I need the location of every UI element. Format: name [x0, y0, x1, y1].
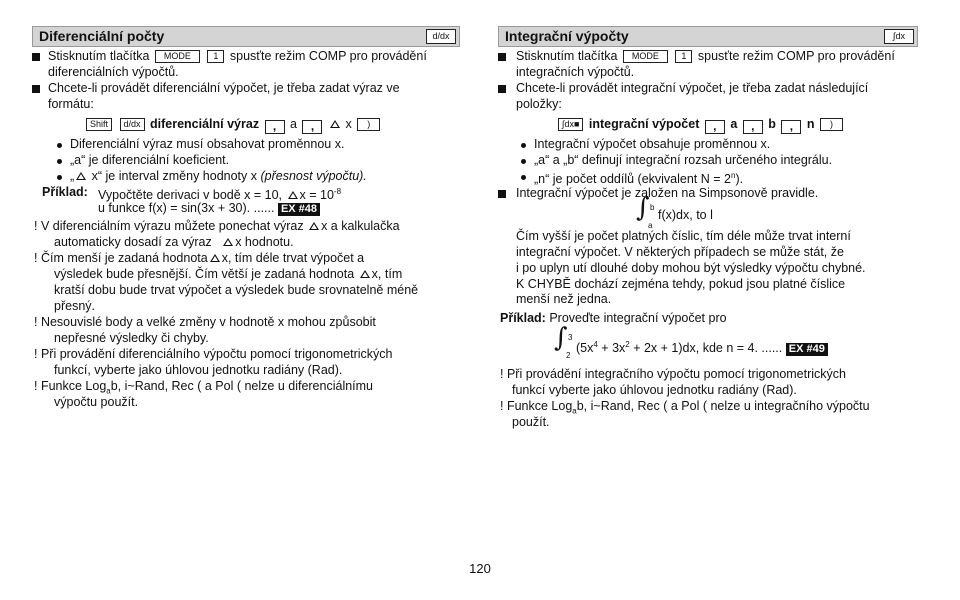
bullet-text [516, 48, 895, 64]
text: funkcí vyberte jako úhlovou jednotku radiány (Rad). [512, 383, 797, 397]
text: ! V diferenciálním výrazu můžete ponechat výraz [34, 219, 304, 233]
bullet-dot [57, 159, 62, 164]
delta-icon [210, 254, 220, 262]
text: -8 [333, 187, 342, 196]
comma-key: , [705, 120, 725, 134]
text: b, i~Rand, Rec ( a Pol ( nelze u diferenciálnímu [110, 379, 374, 393]
text: výpočtu použít. [54, 395, 139, 409]
text: 4 [593, 340, 598, 349]
integral-symbol: ∫ [636, 193, 650, 223]
example-tag: EX #49 [786, 343, 828, 356]
close-paren-key: ) [820, 118, 843, 131]
text: a [290, 117, 297, 131]
text: položky: [516, 97, 562, 111]
text: nepřesné výsledky či chyby. [54, 331, 209, 345]
example-label: Příklad: [42, 185, 88, 199]
text: x a kalkulačka [321, 219, 400, 233]
text: K CHYBĚ dochází zejména tehdy, pokud jsou platné číslice [516, 277, 846, 291]
text: ! Při provádění diferenciálního výpočtu pomocí trigonometrických [34, 347, 393, 361]
text: „a“ a „b“ definují integrační rozsah určeného integrálu. [534, 153, 833, 167]
delta-icon [309, 222, 319, 230]
comma-key: , [265, 120, 285, 134]
text: a [572, 406, 577, 416]
text: ! Nesouvislé body a velké změny v hodnotě x mohou způsobit [34, 315, 376, 329]
text: 2 [566, 351, 571, 360]
bullet-square [498, 190, 506, 198]
mode-key: MODE [623, 50, 668, 63]
bullet-text [48, 48, 427, 64]
text: b [650, 203, 655, 212]
integral-icon: ∫dx [884, 29, 914, 44]
example-formula [554, 323, 884, 360]
one-key: 1 [675, 50, 692, 63]
example-tag: EX #48 [278, 203, 320, 216]
bullet-dot [521, 175, 526, 180]
text: x hodnotu. [235, 235, 294, 249]
integral-key: ∫dx■ [558, 118, 583, 131]
shift-key: Shift [86, 118, 112, 131]
ddx-key: d/dx [120, 118, 145, 131]
text: Vypočtěte derivaci v bodě x = 10, [98, 188, 283, 203]
text: x = 10 [299, 188, 334, 203]
format-label: diferenciální výraz [150, 117, 260, 131]
input-format-line [84, 116, 382, 134]
text: spusťte režim COMP pro provádění [229, 49, 427, 63]
section-title: Integrační výpočty [505, 28, 629, 44]
bullet-dot [521, 159, 526, 164]
bullet-square [32, 53, 40, 61]
text: a [648, 221, 653, 230]
bullet-text [70, 168, 367, 184]
comma-key: , [781, 120, 801, 134]
example-line [98, 200, 320, 216]
text: (5x [576, 341, 594, 356]
text: b [768, 117, 776, 131]
text: x [345, 117, 352, 131]
bullet-square [32, 85, 40, 93]
text: u funkce f(x) = sin(3x + 30). ...... [98, 201, 275, 215]
text: Diferenciální výraz musí obsahovat proměnnou x. [70, 137, 345, 151]
close-paren-key: ) [357, 118, 380, 131]
text: b, i~Rand, Rec ( a Pol ( nelze u integračního výpočtu [576, 399, 870, 413]
integral-symbol: ∫ [554, 323, 568, 353]
text: x, tím déle trvat výpočet a [221, 251, 365, 265]
text: Integrační výpočet obsahuje proměnnou x. [534, 137, 771, 151]
text: Chcete-li provádět integrační výpočet, je třeba zadat následující [516, 81, 869, 95]
bullet-dot [57, 143, 62, 148]
delta-icon [330, 120, 340, 128]
example-line [500, 310, 727, 326]
text: + 2x + 1)dx, kde n = 4. ...... [629, 341, 783, 356]
text: „ [70, 169, 75, 183]
text: ! Při provádění integračního výpočtu pomocí trigonometrických [500, 367, 847, 381]
delta-icon [360, 270, 370, 278]
bullet-square [498, 53, 506, 61]
text: výsledek bude přesnější. Čím větší je zadaná hodnota [54, 267, 355, 281]
bullet-dot [57, 175, 62, 180]
text: n [730, 171, 736, 180]
text: menší než jedna. [516, 292, 612, 306]
text: integrační výpočet. V některých případech se může stát, že [516, 245, 844, 259]
text: „a“ je diferenciální koeficient. [70, 153, 230, 167]
format-label: integrační výpočet [588, 117, 700, 131]
delta-icon [223, 238, 233, 246]
bullet-square [498, 85, 506, 93]
text: a [106, 386, 111, 396]
text: Stisknutím tlačítka [48, 49, 150, 63]
delta-icon [76, 172, 86, 180]
page-number: 120 [469, 561, 491, 576]
delta-icon [288, 191, 298, 199]
note-line [54, 234, 294, 250]
note-line [500, 398, 870, 420]
text: kratší dobu bude trvat výpočet a výsledek bude srovnatelně méně [54, 283, 419, 297]
text: f(x)dx, to l [658, 208, 713, 222]
note-line [34, 250, 364, 266]
text: x“ je interval změny hodnoty x [88, 169, 257, 183]
text: i po uplyn utí dlouhé doby mohou být výsledky výpočtu chybné. [516, 261, 866, 275]
text: Stisknutím tlačítka [516, 49, 618, 63]
text: + 3x [597, 341, 626, 356]
note-line [34, 218, 400, 234]
section-header-differential [32, 26, 460, 47]
text: ). [735, 172, 744, 187]
text: automaticky dosadí za výraz [54, 235, 212, 249]
bullet-dot [521, 143, 526, 148]
one-key: 1 [207, 50, 224, 63]
text: Chcete-li provádět diferenciální výpočet, je třeba zadat výraz ve [48, 81, 400, 95]
text: ! Funkce Log [34, 379, 107, 393]
input-format-line [556, 116, 845, 134]
text: integračních výpočtů. [516, 65, 635, 79]
note-line [54, 266, 402, 282]
text: ! Funkce Log [500, 399, 573, 413]
comma-key: , [743, 120, 763, 134]
formula-body [576, 337, 828, 356]
text: „n“ je počet oddílů (ekvivalent N = 2 [534, 172, 731, 187]
section-title: Diferenciální počty [39, 28, 165, 44]
text: a [730, 117, 738, 131]
text: diferenciálních výpočtů. [48, 65, 179, 79]
ddx-icon: d/dx [426, 29, 456, 44]
text: ! Čím menší je zadaná hodnota [34, 251, 208, 265]
text: funkcí, vyberte jako úhlovou jednotku radiány (Rad). [54, 363, 343, 377]
mode-key: MODE [155, 50, 200, 63]
example-label: Příklad: [500, 311, 546, 325]
integral-formula [636, 193, 713, 230]
text: x, tím [371, 267, 403, 281]
text: použít. [512, 415, 550, 429]
text: n [806, 117, 815, 131]
text: formátu: [48, 97, 94, 111]
text: Čím vyšší je počet platných číslic, tím déle může trvat interní [516, 229, 851, 243]
text: Integrační výpočet je založen na Simpsonově pravidle. [516, 186, 819, 200]
text: Proveďte integrační výpočet pro [549, 311, 727, 325]
text: spusťte režim COMP pro provádění [697, 49, 895, 63]
text: přesný. [54, 299, 95, 313]
section-header-integral [498, 26, 918, 47]
comma-key: , [302, 120, 322, 134]
text: 2 [625, 340, 630, 349]
text: (přesnost výpočtu). [260, 169, 367, 183]
text: 3 [568, 333, 573, 342]
